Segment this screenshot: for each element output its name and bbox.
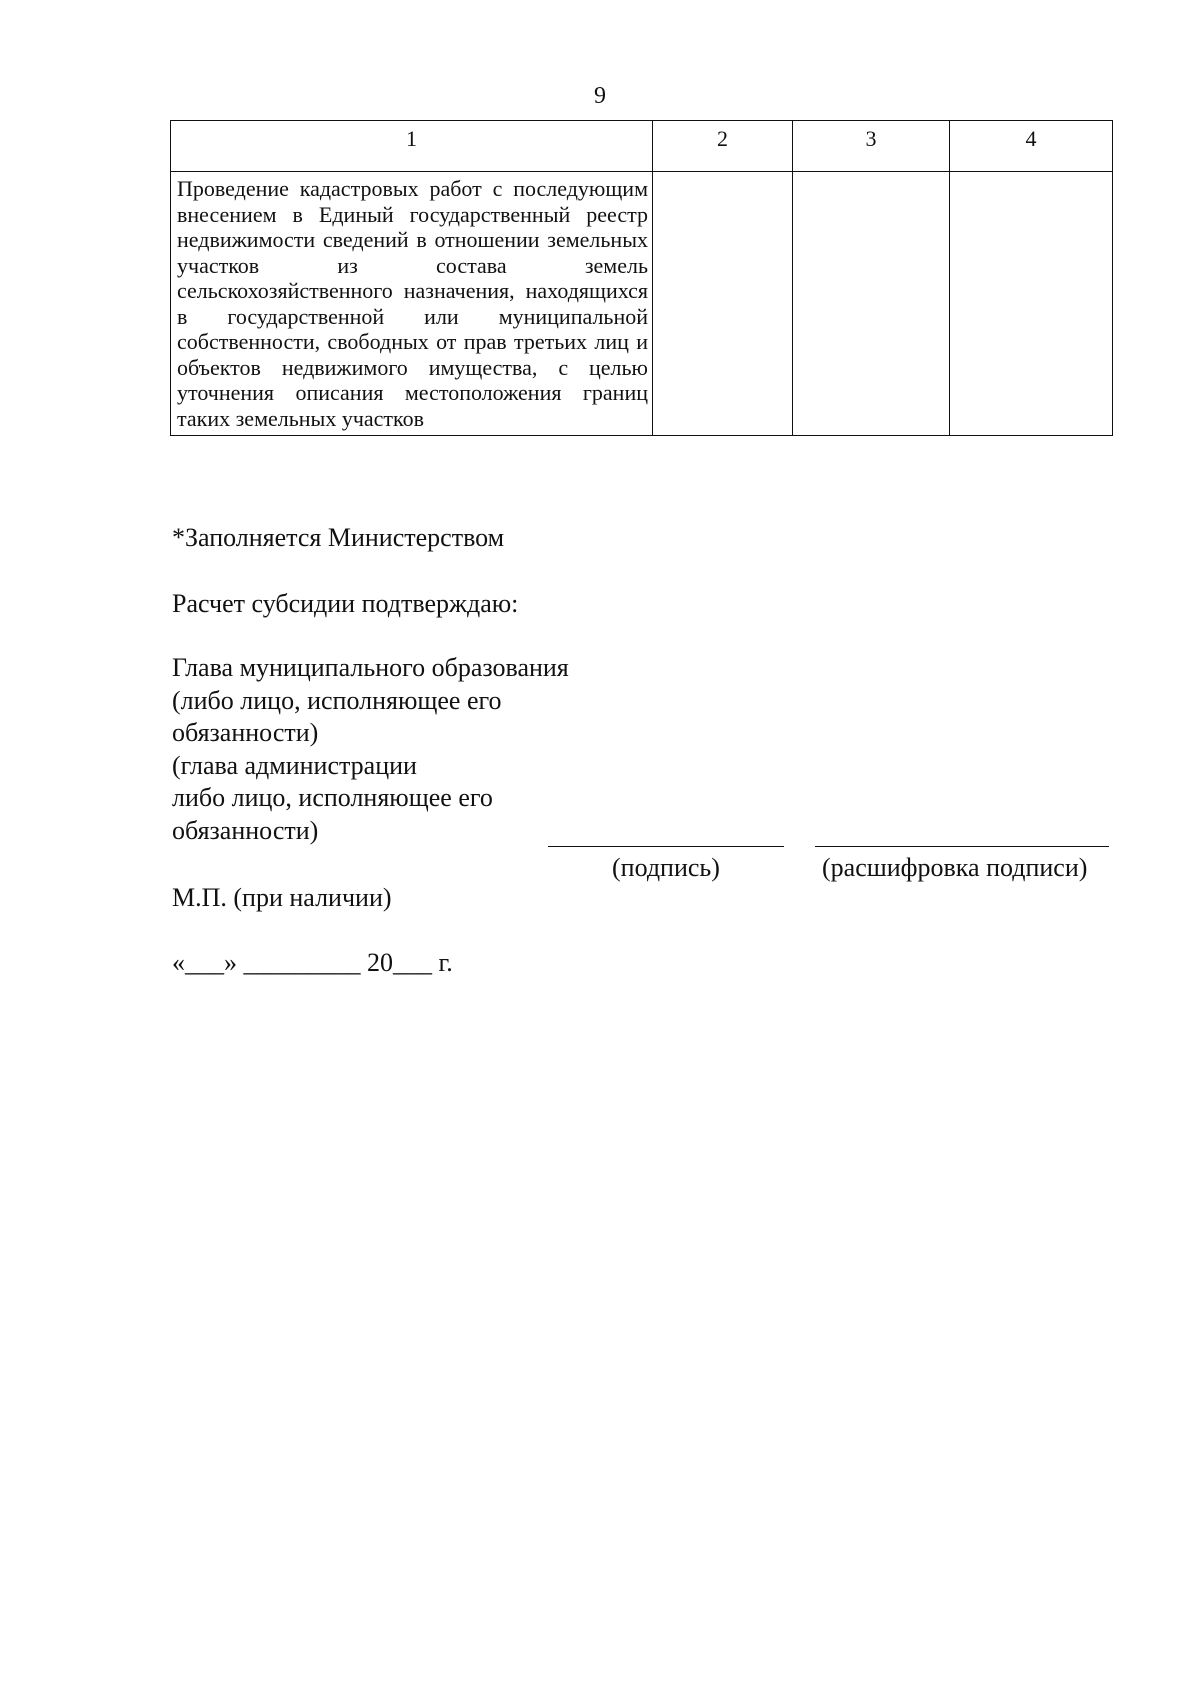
signature-line [548, 846, 784, 847]
table-header-cell-1: 1 [171, 121, 653, 172]
table-cell-col2 [653, 172, 793, 436]
table-cell-col4 [950, 172, 1113, 436]
table-header-cell-2: 2 [653, 121, 793, 172]
footnote: *Заполняется Министерством [172, 523, 505, 552]
signatory-line: Глава муниципального образования [172, 653, 569, 682]
signature-decoding-label: (расшифровка подписи) [822, 853, 1088, 882]
signatory-line: (глава администрации [172, 750, 417, 780]
signatory-line: (либо лицо, исполняющее его [172, 685, 502, 715]
page-number: 9 [594, 83, 606, 109]
confirmation-text: Расчет субсидии подтверждаю: [172, 589, 519, 618]
signature-label: (подпись) [612, 853, 720, 882]
table-row [171, 172, 1113, 436]
work-description-cell: Проведение кадастровых работ с последующим внесением в Единый государственный реестр недвижимости сведений в отношении земельных участков из состава земель сельскохозяйственного назначения, находящихся в государственной или муниципальной собственности, свободных от прав третьих лиц и объектов недвижимого имущества, с целью уточнения описания местоположения границ таких земельных участков [171, 172, 653, 436]
table-header-cell-3: 3 [793, 121, 950, 172]
signatory-line: обязанности) [172, 815, 319, 845]
table-cell-col3 [793, 172, 950, 436]
stamp-note: М.П. (при наличии) [172, 883, 392, 912]
signatory-line: либо лицо, исполняющее его [172, 783, 493, 812]
signatory-block [172, 652, 569, 847]
subsidy-table [170, 120, 1113, 436]
signatory-line: обязанности) [172, 718, 319, 747]
date-line: «___» _________ 20___ г. [172, 948, 453, 977]
signature-decoding-line [815, 846, 1109, 847]
table-header-cell-4: 4 [950, 121, 1113, 172]
table-header-row [171, 121, 1113, 172]
